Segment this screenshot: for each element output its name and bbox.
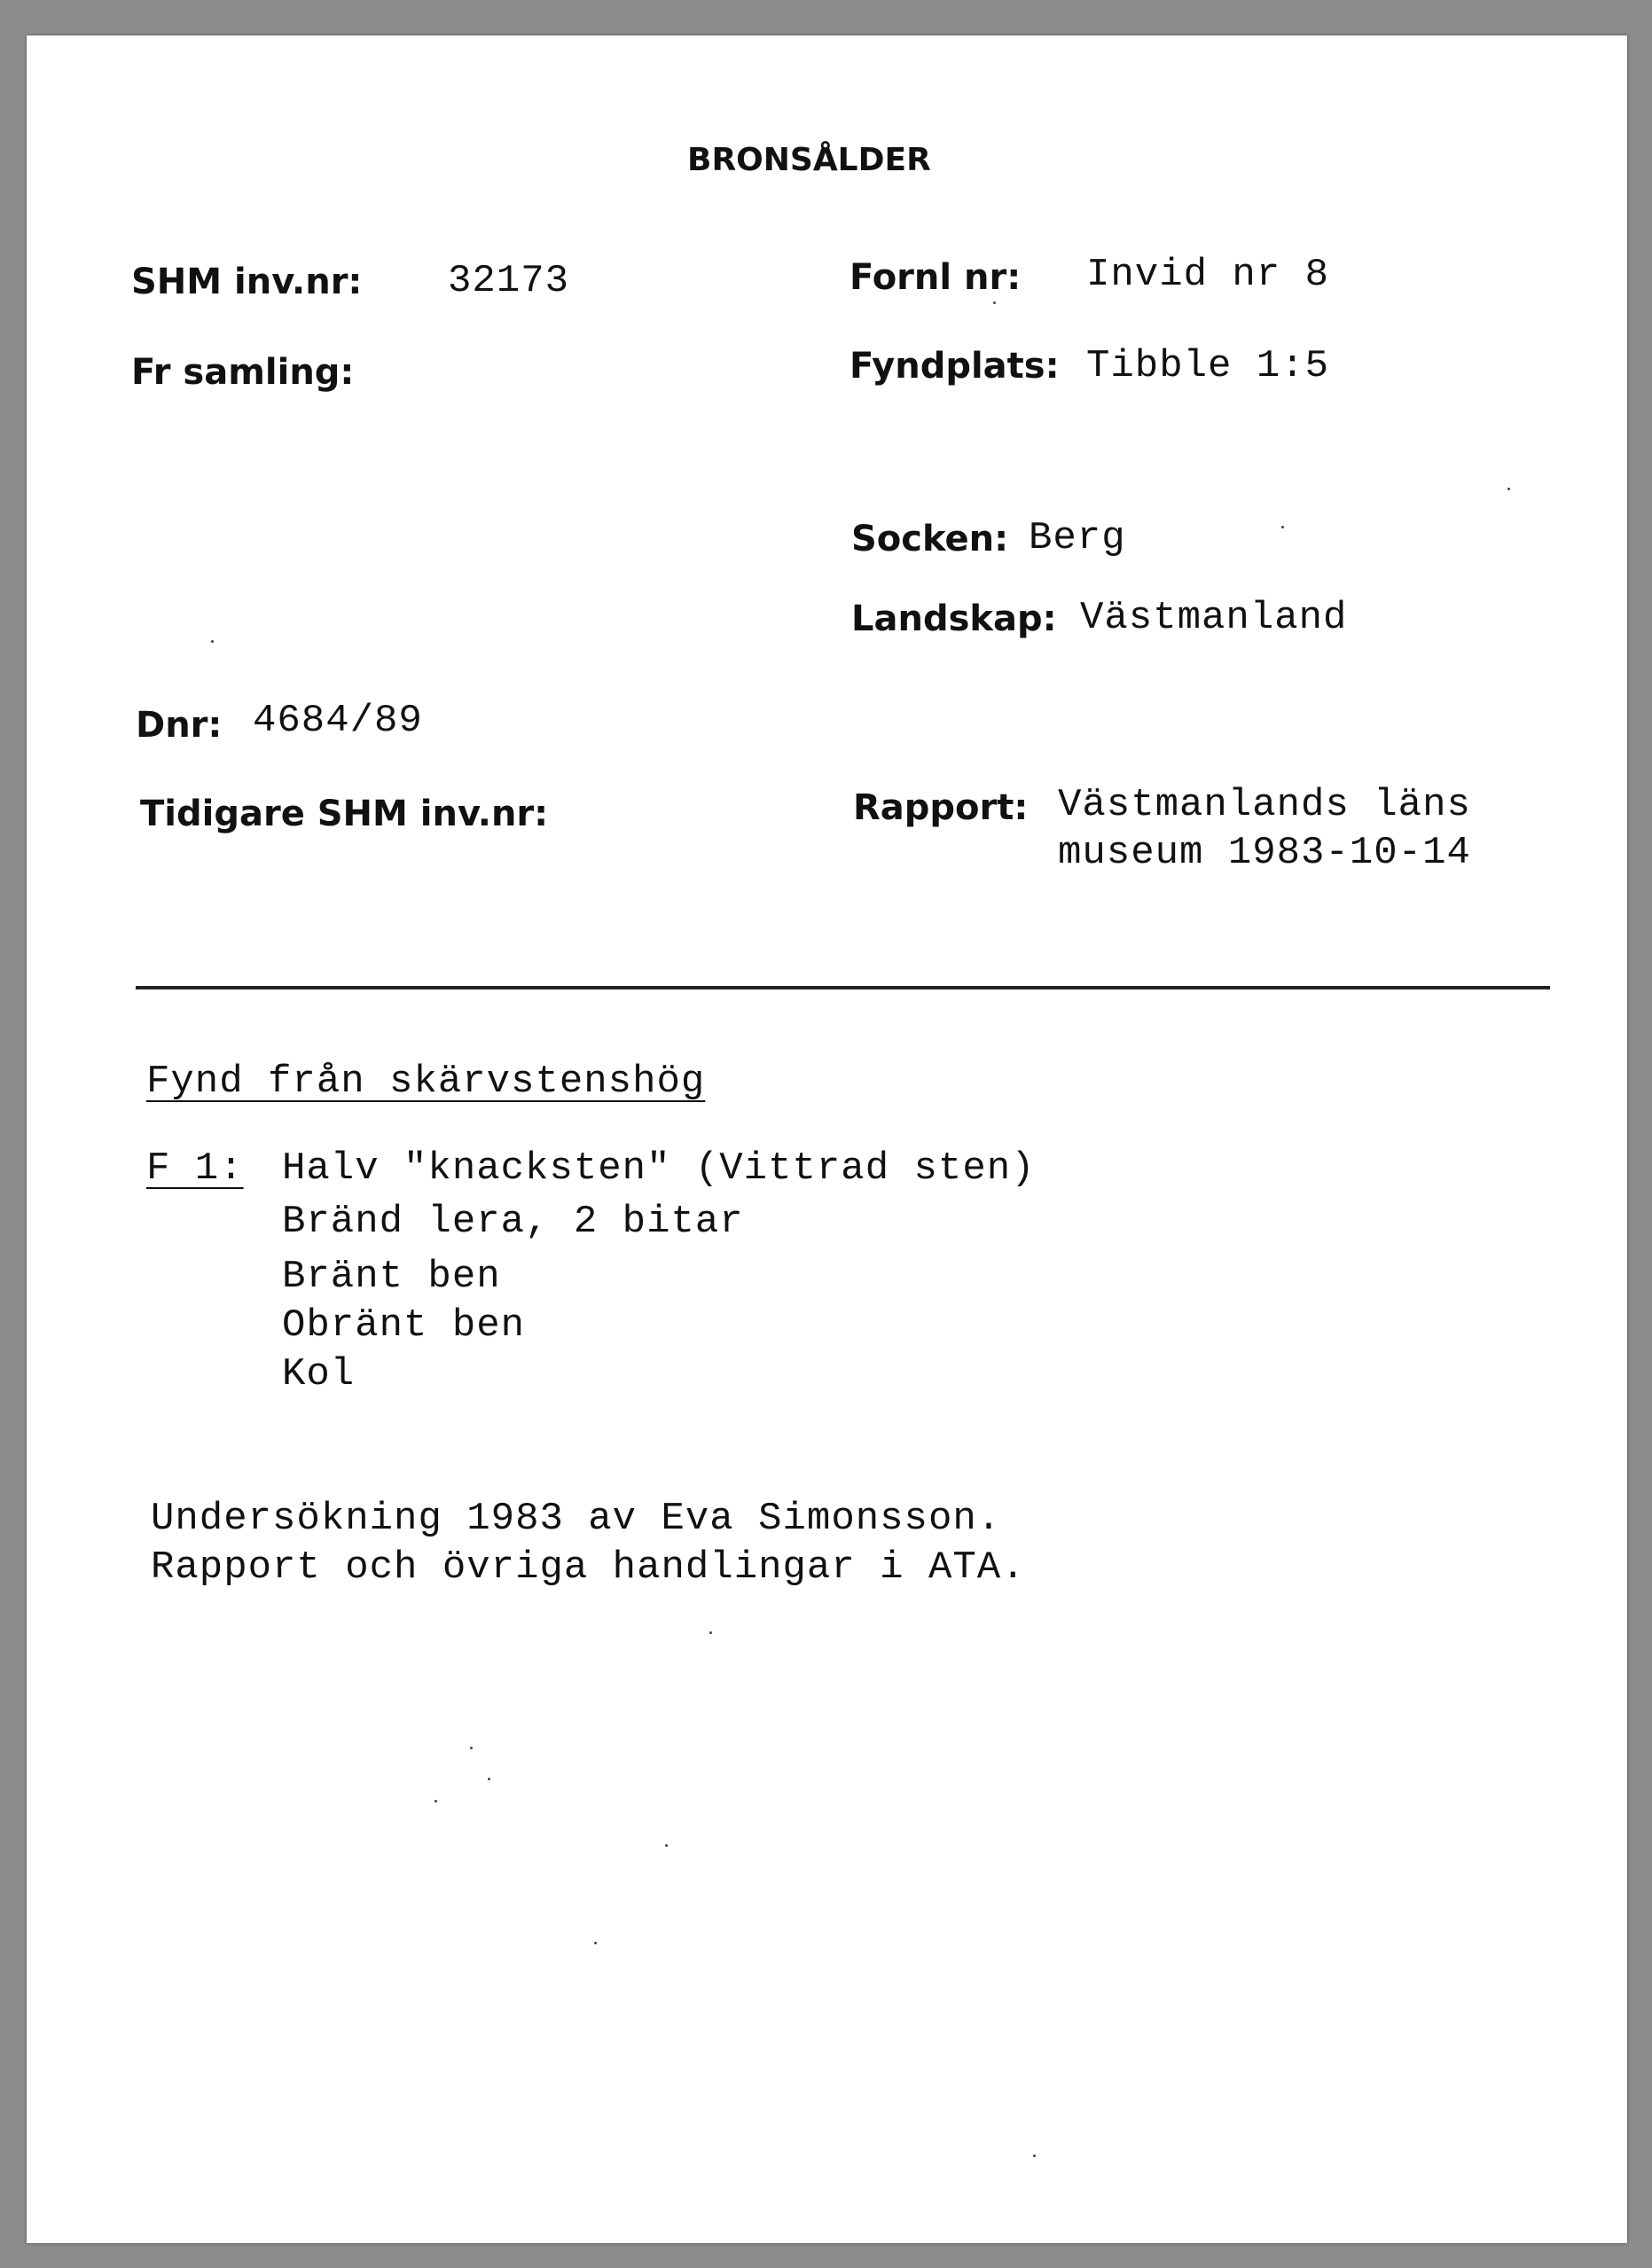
find-item: Kol: [282, 1352, 356, 1396]
scan-speck: [470, 1747, 473, 1749]
fyndplats-value: Tibble 1:5: [1086, 344, 1330, 388]
scan-speck: [211, 640, 214, 643]
note-line: Rapport och övriga handlingar i ATA.: [151, 1545, 1026, 1590]
fornl-nr-value: Invid nr 8: [1086, 253, 1330, 297]
finds-section-title: Fynd från skärvstenshög: [146, 1060, 706, 1104]
find-label: [146, 1146, 244, 1191]
document-page: [27, 35, 1627, 2243]
scan-speck: [709, 1631, 712, 1634]
scan-speck: [665, 1844, 668, 1847]
document-heading: BRONSÅLDER: [687, 142, 931, 178]
landskap-value: Västmanland: [1080, 596, 1348, 640]
rapport-label: Rapport:: [853, 787, 1029, 828]
scan-speck: [993, 301, 996, 304]
scan-speck: [1033, 2155, 1036, 2157]
note-line: Undersökning 1983 av Eva Simonsson.: [151, 1497, 1002, 1541]
horizontal-divider: [136, 986, 1550, 989]
scan-speck: [1281, 526, 1284, 528]
find-item: Halv "knacksten" (Vittrad sten): [282, 1146, 1036, 1191]
find-item: Obränt ben: [282, 1303, 526, 1348]
scan-speck: [488, 1778, 490, 1780]
find-number: F 1:: [146, 1146, 244, 1191]
rapport-line1: Västmanlands läns: [1058, 783, 1471, 827]
find-item: Bränd lera, 2 bitar: [282, 1200, 744, 1244]
landskap-label: Landskap:: [851, 598, 1057, 639]
socken-value: Berg: [1029, 516, 1126, 560]
tidigare-shm-label: Tidigare SHM inv.nr:: [140, 794, 549, 834]
fyndplats-label: Fyndplats:: [849, 346, 1060, 387]
scan-speck: [435, 1800, 437, 1803]
scan-speck: [594, 1942, 597, 1944]
dnr-value: 4684/89: [253, 699, 423, 743]
scan-speck: [1507, 488, 1510, 490]
find-item: Bränt ben: [282, 1255, 501, 1299]
dnr-label: Dnr:: [136, 705, 223, 746]
socken-label: Socken:: [851, 519, 1009, 559]
rapport-line2: museum 1983-10-14: [1058, 831, 1471, 875]
shm-inv-value: 32173: [448, 259, 570, 303]
fr-samling-label: Fr samling:: [131, 352, 355, 393]
shm-inv-label: SHM inv.nr:: [131, 262, 363, 302]
fornl-nr-label: Fornl nr:: [849, 257, 1022, 298]
